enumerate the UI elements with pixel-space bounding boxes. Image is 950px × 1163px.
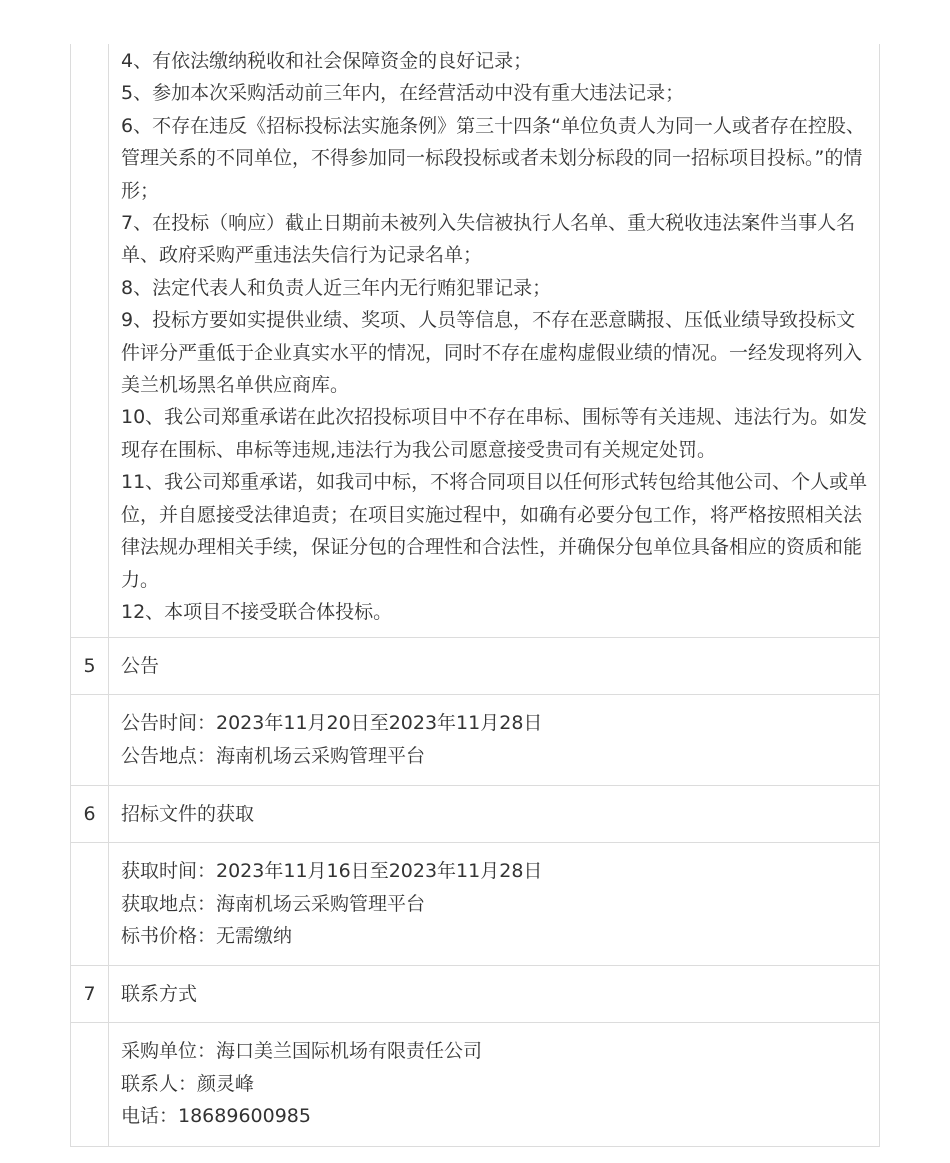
- qualification-item: 6、不存在违反《招标投标法实施条例》第三十四条“单位负责人为同一人或者存在控股、管理关系的不同单位，不得参加同一标段投标或者未划分标段的同一招标项目投标。”的情形；: [121, 114, 865, 202]
- section-detail-documents: [71, 843, 880, 966]
- tender-info-table: [70, 44, 880, 1147]
- section-header-contact: [71, 966, 880, 1023]
- section-header-documents: [71, 786, 880, 843]
- section-number: 6: [71, 786, 109, 843]
- section-detail-announcement: [71, 695, 880, 786]
- contact-phone: 电话：18689600985: [121, 1105, 311, 1128]
- section-title: 公告: [109, 638, 880, 695]
- qualification-item: 10、我公司郑重承诺在此次招投标项目中不存在串标、围标等有关违规、违法行为。如发现存在围标、串标等违规,违法行为我公司愿意接受贵司有关规定处罚。: [121, 406, 868, 461]
- announcement-location: 公告地点：海南机场云采购管理平台: [121, 744, 426, 767]
- qualification-item: 11、我公司郑重承诺，如我司中标，不将合同项目以任何形式转包给其他公司、个人或单位，并自愿接受法律追责；在项目实施过程中，如确有必要分包工作，将严格按照相关法律法规办理相关手续，保证分包的合理性和合法性，并确保分包单位具备相应的资质和能力。: [121, 471, 868, 591]
- qualification-item: 7、在投标（响应）截止日期前未被列入失信被执行人名单、重大税收违法案件当事人名单、政府采购严重违法失信行为记录名单；: [121, 212, 856, 267]
- documents-details: [109, 843, 880, 966]
- section-header-announcement: [71, 638, 880, 695]
- documents-location: 获取地点：海南机场云采购管理平台: [121, 892, 426, 915]
- section-detail-contact: [71, 1023, 880, 1146]
- section-number: 5: [71, 638, 109, 695]
- qualification-item: 12、本项目不接受联合体投标。: [121, 600, 393, 623]
- qualification-row: [71, 44, 880, 638]
- qualification-requirements: [109, 44, 880, 638]
- documents-time: 获取时间：2023年11月16日至2023年11月28日: [121, 860, 543, 883]
- section-number: 7: [71, 966, 109, 1023]
- row-number-cell: [71, 843, 109, 966]
- qualification-item: 5、参加本次采购活动前三年内，在经营活动中没有重大违法记录；: [121, 82, 685, 105]
- documents-price: 标书价格：无需缴纳: [121, 924, 293, 947]
- qualification-item: 8、法定代表人和负责人近三年内无行贿犯罪记录；: [121, 276, 552, 299]
- announcement-time: 公告时间：2023年11月20日至2023年11月28日: [121, 712, 543, 735]
- contact-details: [109, 1023, 880, 1146]
- row-number-cell: [71, 1023, 109, 1146]
- section-title: 联系方式: [109, 966, 880, 1023]
- announcement-details: [109, 695, 880, 786]
- row-number-cell: [71, 44, 109, 638]
- qualification-item: 4、有依法缴纳税收和社会保障资金的良好记录；: [121, 50, 533, 72]
- purchasing-unit: 采购单位：海口美兰国际机场有限责任公司: [121, 1040, 483, 1063]
- contact-person: 联系人：颜灵峰: [121, 1072, 255, 1095]
- section-title: 招标文件的获取: [109, 786, 880, 843]
- row-number-cell: [71, 695, 109, 786]
- qualification-item: 9、投标方要如实提供业绩、奖项、人员等信息，不存在恶意瞒报、压低业绩导致投标文件评分严重低于企业真实水平的情况，同时不存在虚构虚假业绩的情况。一经发现将列入美兰机场黑名单供应商库。: [121, 309, 863, 397]
